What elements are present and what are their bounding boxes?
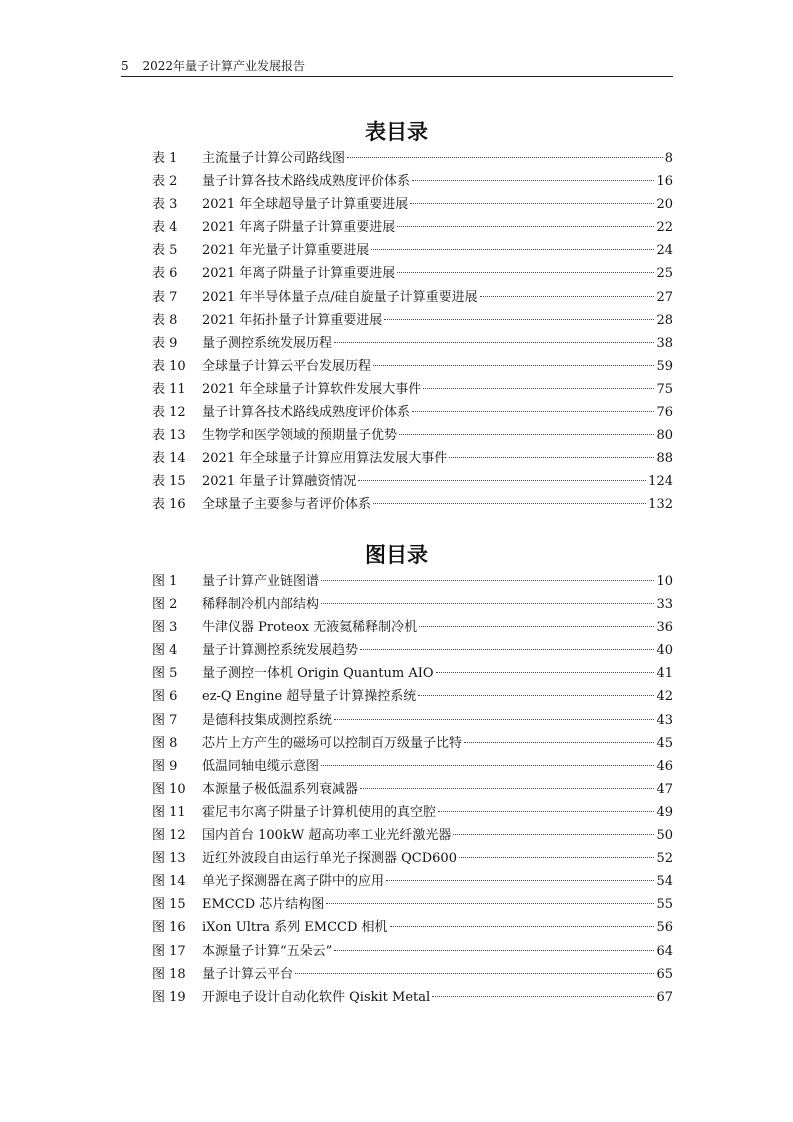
dot-leader [371, 249, 654, 250]
entry-title: 量子测控系统发展历程 [202, 335, 333, 351]
entry-label: 图 5 [152, 666, 178, 682]
figure-toc-entry[interactable] [152, 963, 673, 986]
entry-title: 全球量子主要参与者评价体系 [202, 497, 372, 513]
entry-page-number: 75 [656, 381, 673, 397]
tables-toc-list [152, 147, 673, 517]
entry-page-number: 67 [656, 989, 673, 1005]
figure-toc-entry[interactable] [152, 778, 673, 801]
dot-leader [438, 811, 654, 812]
entry-title: 2021 年全球量子计算软件发展大事件 [202, 381, 422, 397]
dot-leader [423, 388, 654, 389]
figure-toc-entry[interactable] [152, 870, 673, 893]
table-toc-entry[interactable] [152, 378, 673, 401]
entry-label: 图 12 [152, 828, 186, 844]
entry-page-number: 41 [656, 666, 673, 682]
entry-label: 图 7 [152, 712, 178, 728]
entry-title: 国内首台 100kW 超高功率工业光纤激光器 [202, 828, 452, 844]
dot-leader [432, 996, 654, 997]
dot-leader [419, 626, 654, 627]
table-toc-entry[interactable] [152, 286, 673, 309]
table-toc-entry[interactable] [152, 355, 673, 378]
figure-toc-entry[interactable] [152, 732, 673, 755]
entry-page-number: 22 [656, 220, 673, 236]
entry-label: 图 10 [152, 781, 186, 797]
entry-title: 霍尼韦尔离子阱量子计算机使用的真空腔 [202, 804, 437, 820]
dot-leader [326, 903, 654, 904]
entry-page-number: 124 [648, 474, 673, 490]
dot-leader [334, 719, 654, 720]
figure-toc-entry[interactable] [152, 801, 673, 824]
entry-label: 表 16 [152, 497, 186, 513]
entry-label: 图 6 [152, 689, 178, 705]
figure-toc-entry[interactable] [152, 847, 673, 870]
entry-label: 表 14 [152, 451, 186, 467]
entry-title: 开源电子设计自动化软件 Qiskit Metal [202, 989, 431, 1005]
entry-label: 表 13 [152, 428, 186, 444]
entry-label: 图 3 [152, 620, 178, 636]
entry-label: 图 19 [152, 989, 186, 1005]
entry-label: 图 11 [152, 804, 186, 820]
entry-label: 图 15 [152, 897, 186, 913]
entry-page-number: 25 [656, 266, 673, 282]
entry-title: 2021 年全球超导量子计算重要进展 [202, 197, 409, 213]
table-toc-entry[interactable] [152, 147, 673, 170]
entry-page-number: 64 [656, 943, 673, 959]
dot-leader [397, 226, 654, 227]
entry-title: 本源量子极低温系列衰减器 [202, 781, 359, 797]
entry-page-number: 132 [648, 497, 673, 513]
entry-page-number: 8 [664, 151, 673, 166]
entry-title: 2021 年拓扑量子计算重要进展 [202, 312, 383, 328]
entry-label: 表 9 [152, 335, 178, 351]
dot-leader [436, 672, 655, 673]
figure-toc-entry[interactable] [152, 709, 673, 732]
table-toc-entry[interactable] [152, 309, 673, 332]
entry-page-number: 56 [656, 920, 673, 936]
table-toc-entry[interactable] [152, 216, 673, 239]
entry-page-number: 16 [656, 174, 673, 190]
dot-leader [295, 973, 654, 974]
entry-page-number: 76 [656, 405, 673, 421]
table-toc-entry[interactable] [152, 401, 673, 424]
entry-label: 表 12 [152, 405, 186, 421]
figure-toc-entry[interactable] [152, 755, 673, 778]
entry-title: 2021 年全球量子计算应用算法发展大事件 [202, 451, 448, 467]
entry-label: 图 8 [152, 735, 178, 751]
table-toc-entry[interactable] [152, 493, 673, 516]
dot-leader [321, 603, 654, 604]
entry-page-number: 65 [656, 966, 673, 982]
table-toc-entry[interactable] [152, 470, 673, 493]
entry-label: 图 1 [152, 574, 178, 589]
entry-label: 表 7 [152, 289, 178, 305]
entry-title: 低温同轴电缆示意图 [202, 758, 320, 774]
entry-title: EMCCD 芯片结构图 [202, 897, 325, 913]
entry-page-number: 47 [656, 781, 673, 797]
entry-label: 图 16 [152, 920, 186, 936]
entry-label: 表 8 [152, 312, 178, 328]
entry-title: 2021 年离子阱量子计算重要进展 [202, 266, 396, 282]
entry-title: 是德科技集成测控系统 [202, 712, 333, 728]
entry-title: 本源量子计算“五朵云” [202, 943, 333, 959]
figures-toc-list [152, 570, 673, 1009]
table-toc-entry[interactable] [152, 447, 673, 470]
table-toc-entry[interactable] [152, 193, 673, 216]
entry-page-number: 36 [656, 620, 673, 636]
dot-leader [464, 742, 654, 743]
entry-title: 单光子探测器在离子阱中的应用 [202, 874, 385, 890]
figure-toc-entry[interactable] [152, 639, 673, 662]
table-toc-entry[interactable] [152, 170, 673, 193]
dot-leader [358, 480, 646, 481]
entry-page-number: 88 [656, 451, 673, 467]
entry-page-number: 55 [656, 897, 673, 913]
entry-page-number: 33 [656, 597, 673, 613]
entry-title: 近红外波段自由运行单光子探测器 QCD600 [202, 851, 457, 867]
entry-title: 2021 年量子计算融资情况 [202, 474, 357, 490]
figure-toc-entry[interactable] [152, 570, 673, 593]
entry-page-number: 49 [656, 804, 673, 820]
entry-title: 芯片上方产生的磁场可以控制百万级量子比特 [202, 735, 463, 751]
entry-page-number: 28 [656, 312, 673, 328]
table-toc-entry[interactable] [152, 262, 673, 285]
entry-label: 表 15 [152, 474, 186, 490]
figure-toc-entry[interactable] [152, 662, 673, 685]
entry-title: 量子计算云平台 [202, 966, 294, 982]
entry-label: 图 4 [152, 643, 178, 659]
entry-title: 牛津仪器 Proteox 无液氦稀释制冷机 [202, 620, 418, 636]
entry-title: iXon Ultra 系列 EMCCD 相机 [202, 920, 388, 936]
table-toc-entry[interactable] [152, 332, 673, 355]
entry-page-number: 45 [656, 735, 673, 751]
entry-page-number: 10 [656, 574, 673, 589]
figure-toc-entry[interactable] [152, 824, 673, 847]
figure-toc-entry[interactable] [152, 940, 673, 963]
dot-leader [373, 503, 646, 504]
entry-title: 全球量子计算云平台发展历程 [202, 358, 372, 374]
dot-leader [399, 434, 654, 435]
entry-page-number: 52 [656, 851, 673, 867]
dot-leader [321, 580, 654, 581]
entry-label: 图 9 [152, 758, 178, 774]
figure-toc-entry[interactable] [152, 616, 673, 639]
dot-leader [390, 926, 655, 927]
figures-section-title: 图目录 [365, 542, 428, 567]
entry-page-number: 80 [656, 428, 673, 444]
figure-toc-entry[interactable] [152, 893, 673, 916]
dot-leader [373, 365, 654, 366]
entry-title: 生物学和医学领域的预期量子优势 [202, 428, 398, 444]
entry-label: 表 6 [152, 266, 178, 282]
entry-label: 表 11 [152, 381, 186, 397]
dot-leader [321, 765, 654, 766]
entry-page-number: 54 [656, 874, 673, 890]
header-page-number: 5 [121, 59, 129, 73]
entry-page-number: 50 [656, 828, 673, 844]
dot-leader [397, 272, 654, 273]
dot-leader [459, 857, 654, 858]
entry-title: 量子计算各技术路线成熟度评价体系 [202, 174, 411, 190]
entry-label: 表 4 [152, 220, 178, 236]
table-toc-entry[interactable] [152, 239, 673, 262]
figure-toc-entry[interactable] [152, 685, 673, 708]
entry-page-number: 38 [656, 335, 673, 351]
header-doc-title: 2022年量子计算产业发展报告 [142, 59, 306, 73]
entry-title: 量子计算产业链图谱 [202, 574, 320, 589]
entry-label: 表 3 [152, 197, 178, 213]
entry-title: 2021 年离子阱量子计算重要进展 [202, 220, 396, 236]
dot-leader [449, 457, 654, 458]
entry-title: 2021 年光量子计算重要进展 [202, 243, 370, 259]
dot-leader [453, 834, 654, 835]
entry-title: 稀释制冷机内部结构 [202, 597, 320, 613]
dot-leader [334, 950, 654, 951]
dot-leader [418, 695, 654, 696]
table-toc-entry[interactable] [152, 424, 673, 447]
entry-page-number: 40 [656, 643, 673, 659]
entry-label: 表 2 [152, 174, 178, 190]
entry-page-number: 42 [656, 689, 673, 705]
dot-leader [347, 157, 663, 158]
entry-title: 主流量子计算公司路线图 [202, 151, 346, 166]
entry-page-number: 20 [656, 197, 673, 213]
entry-page-number: 24 [656, 243, 673, 259]
entry-page-number: 59 [656, 358, 673, 374]
figure-toc-entry[interactable] [152, 916, 673, 939]
entry-label: 图 13 [152, 851, 186, 867]
dot-leader [410, 203, 654, 204]
entry-title: 量子测控一体机 Origin Quantum AIO [202, 666, 434, 682]
entry-label: 表 1 [152, 151, 178, 166]
entry-page-number: 46 [656, 758, 673, 774]
dot-leader [360, 649, 654, 650]
dot-leader [412, 411, 654, 412]
tables-section-title: 表目录 [365, 119, 428, 144]
dot-leader [384, 319, 654, 320]
dot-leader [480, 296, 655, 297]
entry-title: 2021 年半导体量子点/硅自旋量子计算重要进展 [202, 289, 478, 305]
entry-label: 表 5 [152, 243, 178, 259]
dot-leader [334, 342, 654, 343]
entry-label: 图 2 [152, 597, 178, 613]
dot-leader [412, 180, 654, 181]
entry-label: 图 17 [152, 943, 186, 959]
entry-title: 量子计算测控系统发展趋势 [202, 643, 359, 659]
entry-page-number: 43 [656, 712, 673, 728]
figure-toc-entry[interactable] [152, 986, 673, 1009]
entry-title: 量子计算各技术路线成熟度评价体系 [202, 405, 411, 421]
entry-label: 表 10 [152, 358, 186, 374]
dot-leader [386, 880, 654, 881]
entry-label: 图 18 [152, 966, 186, 982]
entry-page-number: 27 [656, 289, 673, 305]
figure-toc-entry[interactable] [152, 593, 673, 616]
dot-leader [360, 788, 654, 789]
entry-label: 图 14 [152, 874, 186, 890]
entry-title: ez-Q Engine 超导量子计算操控系统 [202, 689, 417, 705]
running-header [121, 56, 673, 77]
